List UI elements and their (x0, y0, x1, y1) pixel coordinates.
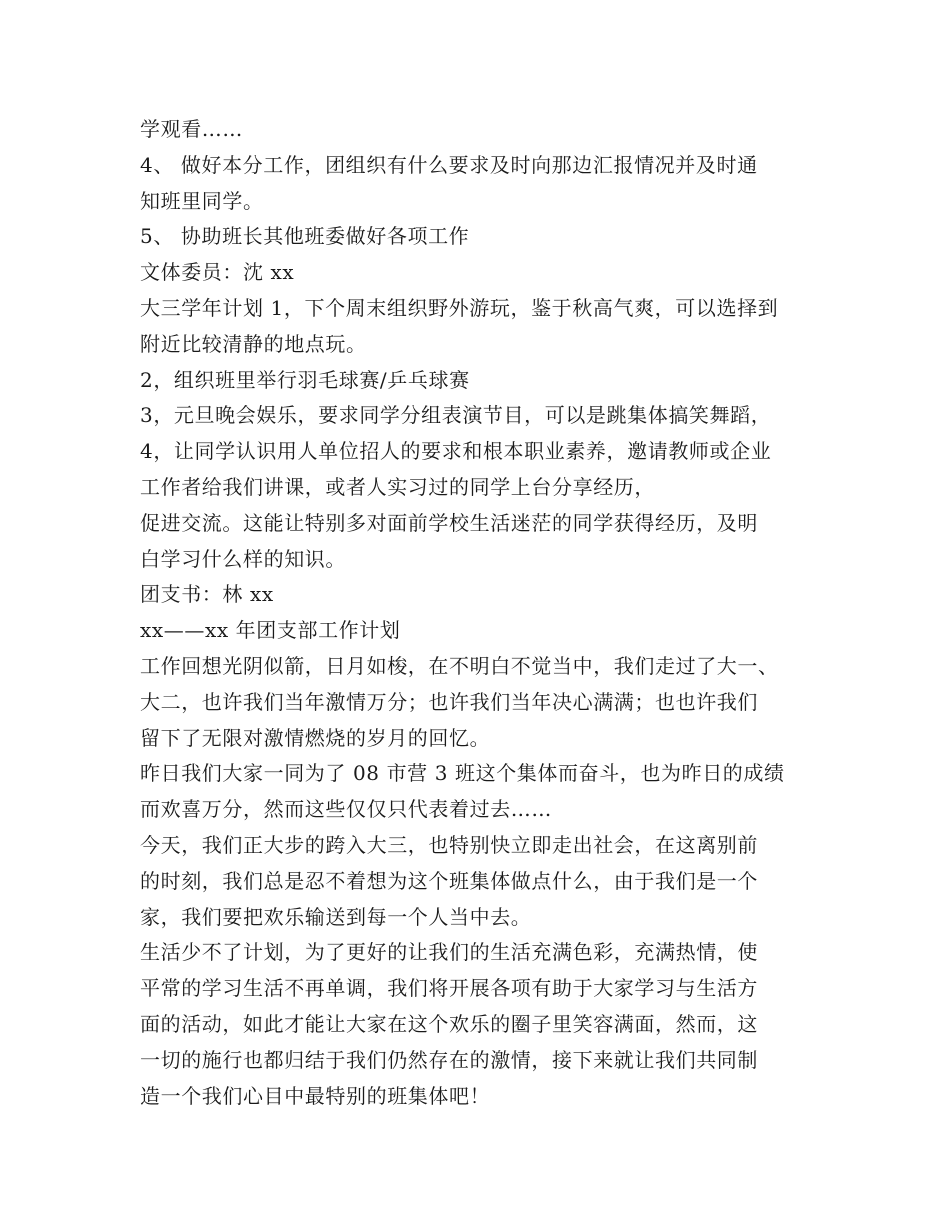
text-line: 的时刻，我们总是忍不着想为这个班集体做点什么，由于我们是一个 (140, 868, 758, 893)
text-line: xx——xx 年团支部工作计划 (140, 618, 401, 643)
text-line: 工作者给我们讲课，或者人实习过的同学上台分享经历， (140, 474, 655, 499)
text-line: 面的活动，如此才能让大家在这个欢乐的圈子里笑容满面，然而，这 (140, 1011, 758, 1036)
text-line: 而欢喜万分，然而这些仅仅只代表着过去…… (140, 797, 552, 822)
text-line: 平常的学习生活不再单调，我们将开展各项有助于大家学习与生活方 (140, 976, 758, 1001)
text-line: 促进交流。这能让特别多对面前学校生活迷茫的同学获得经历，及明 (140, 510, 758, 535)
text-line: 大三学年计划 1，下个周末组织野外游玩，鉴于秋高气爽，可以选择到 (140, 295, 779, 320)
text-line: 3，元旦晚会娱乐，要求同学分组表演节目，可以是跳集体搞笑舞蹈， (140, 403, 772, 428)
text-line: 附近比较清静的地点玩。 (140, 331, 367, 356)
text-line: 昨日我们大家一同为了 08 市营 3 班这个集体而奋斗，也为昨日的成绩 (140, 761, 785, 786)
text-line: 留下了无限对激情燃烧的岁月的回忆。 (140, 725, 491, 750)
text-line: 2，组织班里举行羽毛球赛/乒乓球赛 (140, 367, 470, 392)
text-line: 大二，也许我们当年激情万分；也许我们当年决心满满；也也许我们 (140, 689, 758, 714)
document-body (140, 112, 830, 1114)
text-line: 造一个我们心目中最特别的班集体吧！ (140, 1083, 491, 1108)
text-line: 4、 做好本分工作，团组织有什么要求及时向那边汇报情况并及时通 (140, 152, 758, 177)
text-line: 团支书：林 xx (140, 582, 274, 607)
text-line: 工作回想光阴似箭，日月如梭，在不明白不觉当中，我们走过了大一、 (140, 653, 779, 678)
text-line: 5、 协助班长其他班委做好各项工作 (140, 224, 470, 249)
text-line: 一切的施行也都归结于我们仍然存在的激情，接下来就让我们共同制 (140, 1047, 758, 1072)
text-line: 生活少不了计划，为了更好的让我们的生活充满色彩，充满热情，使 (140, 940, 758, 965)
text-line: 学观看…… (140, 117, 243, 141)
text-line: 今天，我们正大步的跨入大三，也特别快立即走出社会，在这离别前 (140, 832, 758, 857)
text-line: 白学习什么样的知识。 (140, 546, 346, 571)
text-line: 文体委员：沈 xx (140, 260, 295, 285)
text-line: 知班里同学。 (140, 188, 264, 213)
text-line: 家，我们要把欢乐输送到每一个人当中去。 (140, 904, 532, 929)
text-line: 4，让同学认识用人单位招人的要求和根本职业素养，邀请教师或企业 (140, 439, 772, 464)
